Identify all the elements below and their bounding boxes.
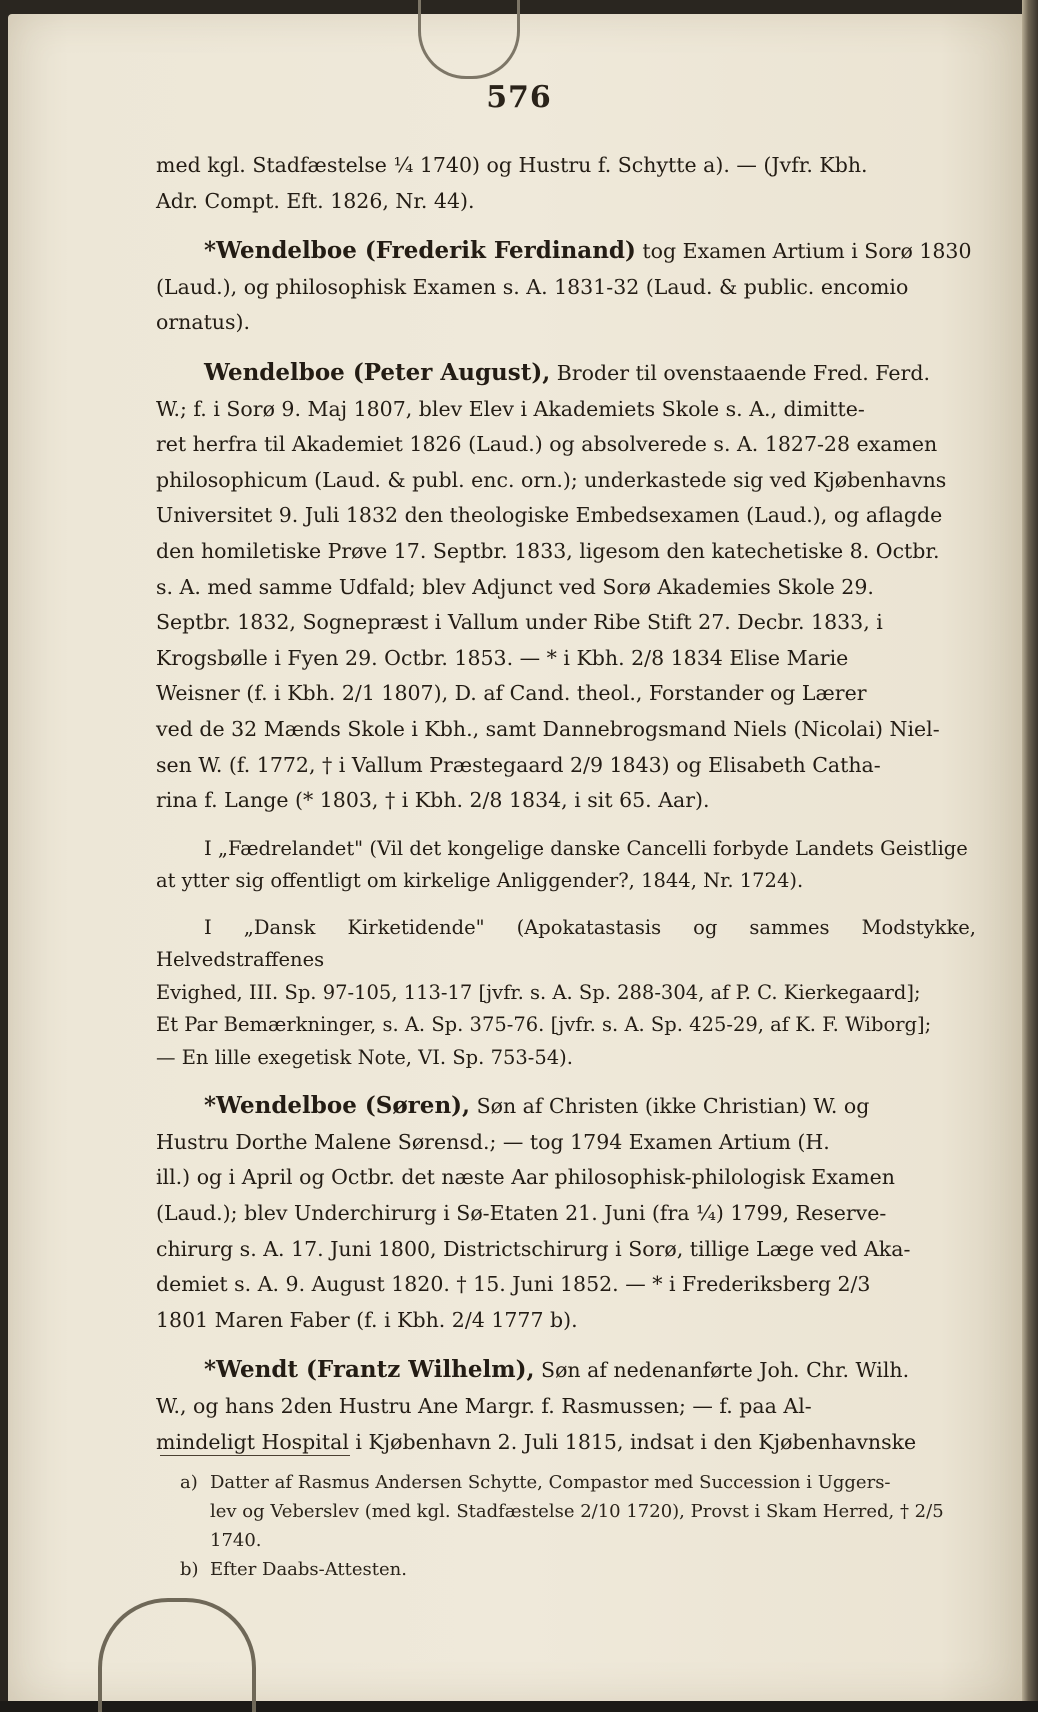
- text-line: den homiletiske Prøve 17. Septbr. 1833, ligesom den katechetiske 8. Octbr.: [156, 538, 940, 563]
- text-line: (Laud.), og philosophisk Examen s. A. 1831-32 (Laud. & public. encomio: [156, 274, 909, 299]
- entry-frantz-wilhelm: [156, 1352, 976, 1460]
- text-line: Hustru Dorthe Malene Sørensd.; — tog 1794 Examen Artium (H.: [156, 1129, 830, 1154]
- paragraph-continuation: [156, 148, 976, 219]
- text-line: 1801 Maren Faber (f. i Kbh. 2/4 1777 b).: [156, 1307, 578, 1332]
- footnotes: [180, 1468, 980, 1584]
- text-line: rina f. Lange (* 1803, † i Kbh. 2/8 1834, i sit 65. Aar).: [156, 788, 710, 813]
- text-line: Broder til ovenstaaende Fred. Ferd.: [550, 360, 930, 385]
- text-line: ret herfra til Akademiet 1826 (Laud.) og absolverede s. A. 1827-28 examen: [156, 432, 938, 457]
- text-line: lev og Veberslev (med kgl. Stadfæstelse 2/10 1720), Provst i Skam Herred, † 2/5 1740.: [210, 1501, 944, 1551]
- text-line: — En lille exegetisk Note, VI. Sp. 753-54).: [156, 1045, 573, 1069]
- footnote-b: [180, 1555, 980, 1584]
- entry-heading: Wendelboe (Peter August),: [204, 358, 551, 386]
- footnote-a-continuation: [180, 1497, 980, 1555]
- text-line: I „Fædrelandet" (Vil det kongelige danske Cancelli forbyde Landets Geistlige: [204, 836, 968, 860]
- text-line: sen W. (f. 1772, † i Vallum Præstegaard 2/9 1843) og Elisabeth Catha-: [156, 752, 881, 777]
- text-line: Adr. Compt. Eft. 1826, Nr. 44).: [156, 188, 475, 213]
- footnote-mark: b): [180, 1559, 199, 1580]
- text-line: mindeligt Hospital i Kjøbenhavn 2. Juli 1815, indsat i den Kjøbenhavnske: [156, 1429, 917, 1454]
- text-line: demiet s. A. 9. August 1820. † 15. Juni 1852. — * i Frederiksberg 2/3: [156, 1272, 871, 1297]
- text-line: ornatus).: [156, 310, 251, 335]
- text-line: Septbr. 1832, Sognepræst i Vallum under Ribe Stift 27. Decbr. 1833, i: [156, 610, 883, 635]
- text-line: med kgl. Stadfæstelse ⅟₄ 1740) og Hustru f. Schytte a). — (Jvfr. Kbh.: [156, 153, 868, 177]
- footnote-divider: [160, 1455, 350, 1456]
- entry-peter-august: [156, 355, 976, 819]
- text-line: s. A. med samme Udfald; blev Adjunct ved Sorø Akademies Skole 29.: [156, 574, 874, 599]
- text-line: I „Dansk Kirketidende" (Apokatastasis og sammes Modstykke, Helvedstraffenes: [156, 915, 976, 972]
- text-line: chirurg s. A. 17. Juni 1800, Districtschirurg i Sorø, tillige Læge ved Aka-: [156, 1236, 911, 1261]
- text-line: Søn af Christen (ikke Christian) W. og: [470, 1094, 870, 1119]
- footnote-mark: a): [180, 1472, 198, 1493]
- text-line: W., og hans 2den Hustru Ane Margr. f. Rasmussen; — f. paa Al-: [156, 1393, 812, 1418]
- text-line: Krogsbølle i Fyen 29. Octbr. 1853. — * i Kbh. 2/8 1834 Elise Marie: [156, 645, 849, 670]
- text-line: ved de 32 Mænds Skole i Kbh., samt Dannebrogsmand Niels (Nicolai) Niel-: [156, 716, 940, 741]
- entry-heading: *Wendelboe (Frederik Ferdinand): [204, 237, 636, 265]
- text-line: Søn af nedenanførte Joh. Chr. Wilh.: [534, 1358, 910, 1383]
- book-edge: [1022, 0, 1038, 1701]
- entry-soren: [156, 1088, 976, 1338]
- text-line: W.; f. i Sorø 9. Maj 1807, blev Elev i Akademiets Skole s. A., dimitte-: [156, 396, 865, 421]
- text-line: (Laud.); blev Underchirurg i Sø-Etaten 21. Juni (fra ⅟₄) 1799, Reserve-: [156, 1200, 887, 1225]
- citation-faedrelandet: [156, 833, 976, 898]
- footnote-a: [180, 1468, 980, 1497]
- text-line: Weisner (f. i Kbh. 2/1 1807), D. af Cand. theol., Forstander og Lærer: [156, 681, 867, 706]
- text-line: Efter Daabs-Attesten.: [210, 1559, 407, 1580]
- text-line: Et Par Bemærkninger, s. A. Sp. 375-76. [jvfr. s. A. Sp. 425-29, af K. F. Wiborg];: [156, 1013, 932, 1037]
- text-line: philosophicum (Laud. & publ. enc. orn.); underkastede sig ved Kjøbenhavns: [156, 467, 947, 492]
- entry-heading: *Wendelboe (Søren),: [204, 1092, 471, 1120]
- citation-kirketidende: [156, 912, 976, 1075]
- text-line: ill.) og i April og Octbr. det næste Aar philosophisk-philologisk Examen: [156, 1165, 895, 1190]
- bottom-clasp-mark: [98, 1598, 256, 1712]
- text-line: Datter af Rasmus Andersen Schytte, Compastor med Succession i Uggers-: [210, 1472, 891, 1493]
- text-line: tog Examen Artium i Sorø 1830: [635, 239, 972, 264]
- text-line: Universitet 9. Juli 1832 den theologiske Embedsexamen (Laud.), og aflagde: [156, 503, 943, 528]
- entry-frederik-ferdinand: [156, 233, 976, 341]
- entry-heading: *Wendt (Frantz Wilhelm),: [204, 1356, 535, 1384]
- text-line: at ytter sig offentligt om kirkelige Anliggender?, 1844, Nr. 1724).: [156, 869, 804, 893]
- page-number: 576: [486, 80, 552, 115]
- text-line: Evighed, III. Sp. 97-105, 113-17 [jvfr. s. A. Sp. 288-304, af P. C. Kierkegaard];: [156, 980, 921, 1004]
- main-text: [156, 148, 976, 1460]
